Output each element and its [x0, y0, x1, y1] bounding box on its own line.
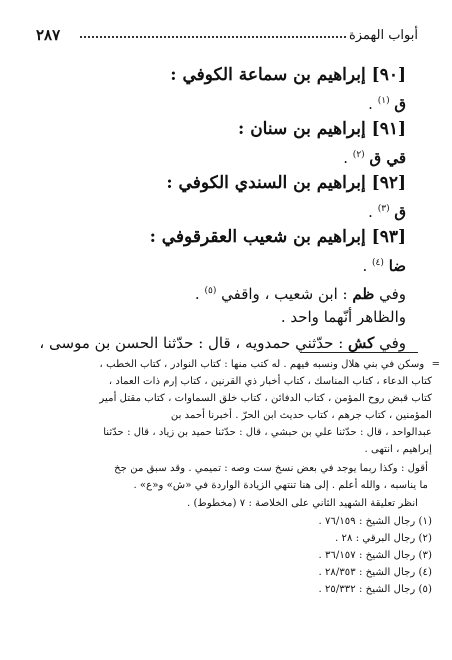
entry-number: [٩٢] — [371, 173, 406, 193]
continuation-marker: = — [431, 359, 440, 370]
source-label: (٢) رجال البرقي : — [355, 533, 432, 544]
page-number: ٢٨٧ — [36, 26, 61, 44]
body-line: وفي ظم : ابن شعيب ، واقفي $^{(٥)}$ . — [194, 285, 406, 303]
footnote-ref: (١) — [377, 96, 390, 106]
source-code: ق — [394, 203, 406, 221]
entry-source-line: قي ق $^{(٢)}$ . — [343, 149, 406, 167]
entry-number: [٩١] — [371, 119, 406, 139]
entry-heading — [150, 224, 406, 250]
footnote-ref: (٤) — [372, 258, 384, 268]
footnote-ref: (٥) — [204, 286, 217, 296]
source-code: كش — [348, 334, 375, 352]
entry-name: إبراهيم بن شعيب العقرقوفي : — [149, 227, 366, 247]
body-text: : حدّثني حمدويه ، قال : حدّثنا الحسن بن موسى ، — [39, 334, 344, 352]
source-value: ٢٨ . — [335, 533, 353, 544]
footnote-line: عبدالواحد ، قال : حدّثنا علي بن حبشي ، قال : حدّثنا حميد بن زياد ، قال : حدّثنا — [103, 427, 432, 438]
entry-source-line: ق $^{(١)}$ . — [368, 95, 406, 113]
entry-name: إبراهيم بن السندي الكوفي : — [166, 173, 366, 193]
entry-heading — [166, 170, 406, 196]
footnote-line: المؤمنين ، كتاب جرهم ، كتاب حديث ابن الحرّ . أخبرنا أحمد بن — [170, 410, 432, 421]
entry-source-line: ضا $^{(٤)}$ . — [362, 257, 406, 275]
footnote-line: كتاب قبض روح المؤمن ، كتاب الدفائن ، كتاب خلق السماوات ، كتاب مقتل أمير — [99, 393, 432, 404]
source-label: (٥) رجال الشيخ : — [359, 584, 432, 595]
body-text: وفي — [379, 285, 406, 303]
source-code: ظم — [352, 285, 375, 303]
entry-number: [٩٠] — [371, 65, 406, 85]
source-ref — [335, 530, 432, 547]
body-line: والظاهر أنّهما واحد . — [280, 308, 406, 326]
source-ref — [318, 513, 432, 530]
running-header — [36, 26, 418, 48]
entry-heading — [238, 116, 406, 142]
source-label: (٤) رجال الشيخ : — [359, 567, 432, 578]
entry-name: إبراهيم بن سنان : — [238, 119, 366, 139]
body-text: وفي — [379, 334, 406, 352]
footnote-text: وسكن في بني هلال ونسبه فيهم . له كتب منها : كتاب النوادر ، كتاب الخطب ، — [99, 359, 425, 370]
footnote-line: أقول : وكذا ربما يوجد في بعض نسخ ست وصه : تميمي . وقد سبق من جخ — [114, 463, 428, 474]
source-value: ٣٦/١٥٧ . — [318, 550, 356, 561]
source-ref — [318, 581, 432, 598]
footnote-line: ما يناسبه ، والله أعلم . إلى هنا تنتهي الزيادة الواردة في «ش» و«ع» . — [133, 480, 428, 491]
source-label: (١) رجال الشيخ : — [359, 516, 432, 527]
source-code: ضا — [388, 257, 406, 275]
source-code: ق — [394, 95, 406, 113]
footnote-separator — [300, 352, 418, 353]
source-ref — [318, 547, 432, 564]
footnote-line: كتاب الدعاء ، كتاب المناسك ، كتاب أخبار ذي القرنين ، كتاب إرم ذات العماد ، — [108, 376, 432, 387]
body-text: : ابن شعيب ، واقفي — [221, 285, 348, 303]
entry-number: [٩٣] — [371, 227, 406, 247]
entry-source-line: ق $^{(٣)}$ . — [368, 203, 406, 221]
source-code: قي ق — [369, 149, 406, 167]
footnote-line — [100, 356, 440, 373]
entry-name: إبراهيم بن سماعة الكوفي : — [170, 65, 366, 85]
chapter-title: أبواب الهمزة — [349, 28, 418, 43]
entry-heading — [170, 62, 406, 88]
footnote-ref: (٢) — [352, 150, 365, 160]
source-value: ٧٦/١٥٩ . — [318, 516, 356, 527]
source-label: (٣) رجال الشيخ : — [359, 550, 432, 561]
header-leader-dots — [80, 36, 346, 38]
footnote-ref: (٣) — [377, 204, 390, 214]
source-ref — [318, 564, 432, 581]
footnote-line: إبراهيم ، انتهى . — [364, 444, 432, 455]
source-value: ٢٨/٣٥٣ . — [318, 567, 356, 578]
footnote-line: انظر تعليقة الشهيد الثاني على الخلاصة : ٧ (مخطوط) . — [186, 498, 418, 509]
source-value: ٢٥/٣٣٢ . — [318, 584, 356, 595]
